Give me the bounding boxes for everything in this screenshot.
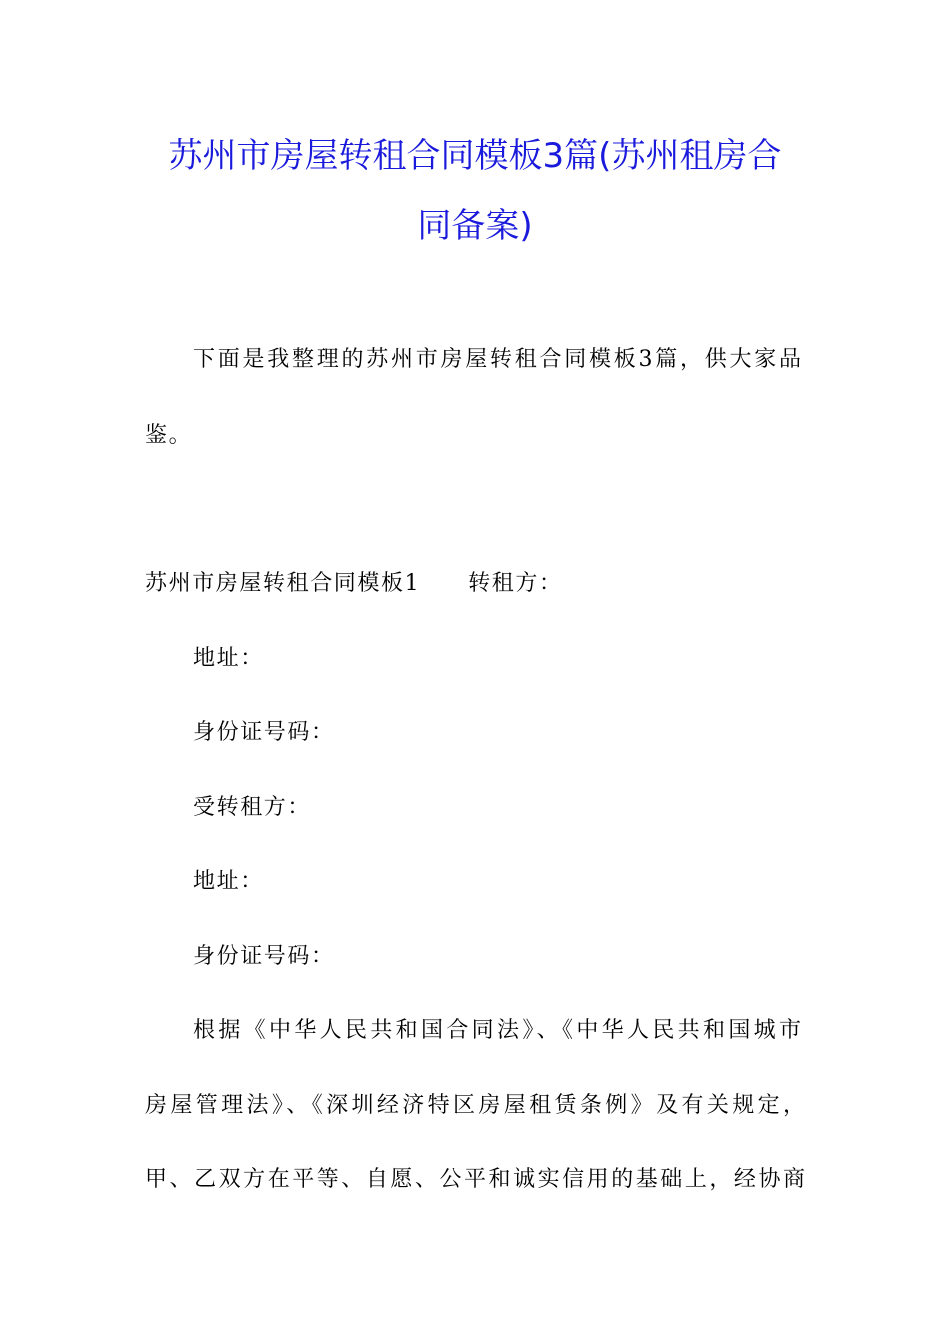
- section-heading: 苏州市房屋转租合同模板1: [145, 571, 421, 596]
- intro-paragraph-line-2: 鉴。: [145, 423, 193, 448]
- sublessee-label: 受转租方：: [193, 795, 312, 820]
- intro-paragraph-line-1: 下面是我整理的苏州市房屋转租合同模板3篇，供大家品: [193, 347, 801, 372]
- sublessor-label: 转租方：: [468, 571, 563, 596]
- sublessor-address-label: 地址：: [193, 646, 264, 671]
- document-title-line-2: 同备案): [417, 206, 533, 246]
- document-title-line-1: 苏州市房屋转租合同模板3篇(苏州租房合: [168, 136, 782, 176]
- body-paragraph-line-2: 房屋管理法》、《深圳经济特区房屋租赁条例》及有关规定，: [145, 1093, 805, 1118]
- body-paragraph-line-3: 甲、乙双方在平等、自愿、公平和诚实信用的基础上，经协商: [145, 1167, 805, 1192]
- sublessee-address-label: 地址：: [193, 869, 264, 894]
- sublessor-id-label: 身份证号码：: [193, 720, 335, 745]
- section-heading-row: [145, 570, 563, 598]
- sublessee-id-label: 身份证号码：: [193, 944, 335, 969]
- body-paragraph-line-1: 根据《中华人民共和国合同法》、《中华人民共和国城市: [193, 1018, 801, 1043]
